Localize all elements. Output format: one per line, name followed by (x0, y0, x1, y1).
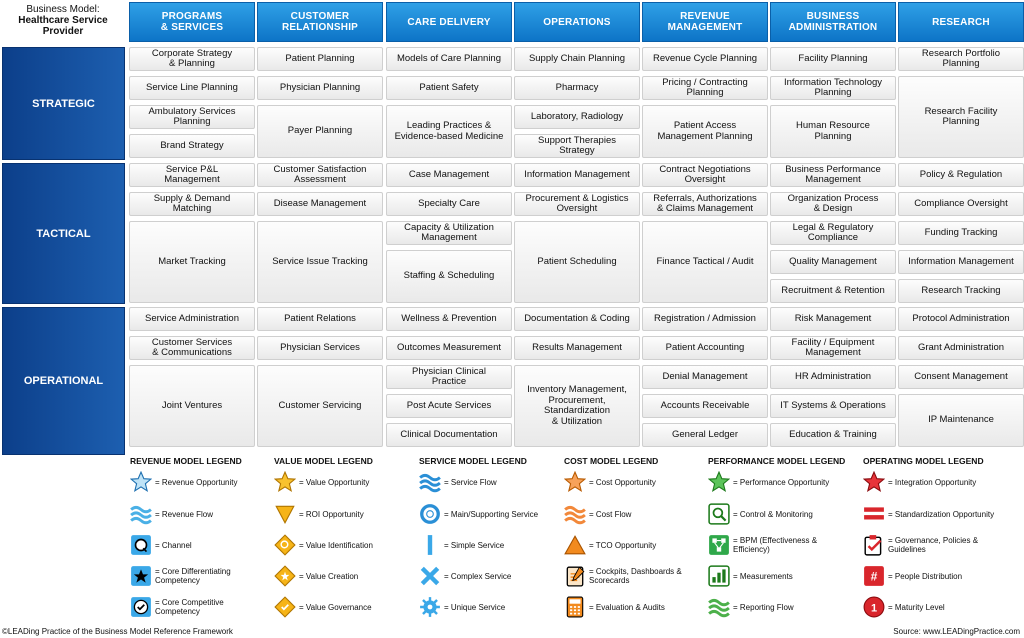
capability-cell: Policy & Regulation (898, 163, 1024, 187)
capability-cell: Patient Accounting (642, 336, 768, 360)
green-star-icon (708, 471, 730, 493)
capability-cell: Funding Tracking (898, 221, 1024, 245)
legend-item (863, 596, 1013, 618)
capability-cell: Market Tracking (129, 221, 255, 303)
legend-item (274, 503, 424, 525)
hash-icon (863, 565, 885, 587)
capability-cell: Patient Scheduling (514, 221, 640, 303)
capability-cell: Pharmacy (514, 76, 640, 100)
capability-cell: Service P&L Management (129, 163, 255, 187)
capability-cell: General Ledger (642, 423, 768, 447)
capability-cell: Facility Planning (770, 47, 896, 71)
column-header: CARE DELIVERY (386, 2, 512, 42)
legend-label: = Measurements (733, 571, 793, 581)
legend-label: = Complex Service (444, 571, 512, 581)
legend-item (708, 565, 858, 587)
legend-item (419, 596, 569, 618)
gear-icon (419, 596, 441, 618)
legend-item (863, 503, 1013, 525)
diamond-check-icon (274, 596, 296, 618)
legend-title: COST MODEL LEGEND (564, 456, 659, 466)
capability-cell: HR Administration (770, 365, 896, 389)
capability-cell: Case Management (386, 163, 512, 187)
legend-item (564, 503, 714, 525)
legend-label: = Unique Service (444, 602, 506, 612)
green-wave-icon (708, 596, 730, 618)
capability-cell: Disease Management (257, 192, 383, 216)
calculator-icon (564, 596, 586, 618)
legend-item (130, 596, 280, 618)
maturity-icon (863, 596, 885, 618)
copyright-footer: ©LEADing Practice of the Business Model Reference Framework (2, 627, 233, 636)
capability-cell: Physician Planning (257, 76, 383, 100)
capability-cell: Corporate Strategy & Planning (129, 47, 255, 71)
legend-label: = Governance, Policies & Guidelines (888, 536, 979, 554)
legend-item (564, 596, 714, 618)
triangle-up-icon (564, 534, 586, 556)
channel-icon (130, 534, 152, 556)
legend-title: REVENUE MODEL LEGEND (130, 456, 242, 466)
capability-cell: Grant Administration (898, 336, 1024, 360)
capability-cell: Patient Planning (257, 47, 383, 71)
capability-cell: Inventory Management, Procurement, Standardization & Utilization (514, 365, 640, 447)
legend-label: = Simple Service (444, 540, 505, 550)
capability-cell: Brand Strategy (129, 134, 255, 158)
cross-icon (419, 565, 441, 587)
capability-cell: Information Management (514, 163, 640, 187)
legend-label: = Evaluation & Audits (589, 602, 665, 612)
capability-cell: IT Systems & Operations (770, 394, 896, 418)
legend-item (863, 471, 1013, 493)
capability-cell: Payer Planning (257, 105, 383, 158)
bpm-icon (708, 534, 730, 556)
legend-label: = Value Opportunity (299, 477, 370, 487)
page-title (0, 4, 126, 37)
capability-cell: Education & Training (770, 423, 896, 447)
legend-label: = Performance Opportunity (733, 477, 830, 487)
orange-star-icon (274, 471, 296, 493)
capability-cell: Physician Clinical Practice (386, 365, 512, 389)
legend-label: = Maturity Level (888, 602, 945, 612)
legend-label: = Value Creation (299, 571, 359, 581)
diamond-star-icon (274, 565, 296, 587)
governance-icon (863, 534, 885, 556)
capability-cell: Organization Process & Design (770, 192, 896, 216)
magnifier-icon (708, 503, 730, 525)
capability-cell: Revenue Cycle Planning (642, 47, 768, 71)
capability-cell: Support Therapies Strategy (514, 134, 640, 158)
capability-cell: Consent Management (898, 365, 1024, 389)
legend-item (274, 534, 424, 556)
capability-cell: Ambulatory Services Planning (129, 105, 255, 129)
capability-cell: Staffing & Scheduling (386, 250, 512, 303)
legend-item (419, 534, 569, 556)
column-header: BUSINESS ADMINISTRATION (770, 2, 896, 42)
title-line1: Business Model: (26, 4, 100, 15)
legend-title: SERVICE MODEL LEGEND (419, 456, 527, 466)
capability-cell: Clinical Documentation (386, 423, 512, 447)
legend-label: = ROI Opportunity (299, 509, 364, 519)
service-flow-icon (419, 471, 441, 493)
capability-cell: Information Technology Planning (770, 76, 896, 100)
red-star-icon (863, 471, 885, 493)
legend-label: = Control & Monitoring (733, 509, 813, 519)
row-header: OPERATIONAL (2, 307, 125, 455)
diamond-search-icon (274, 534, 296, 556)
legend-item (130, 503, 280, 525)
legend-label: = Core Differentiating Competency (155, 567, 231, 585)
legend-label: = Revenue Flow (155, 509, 214, 519)
legend-label: = Cost Flow (589, 509, 632, 519)
capability-cell: Service Issue Tracking (257, 221, 383, 303)
capability-cell: Post Acute Services (386, 394, 512, 418)
legend-label: = Main/Supporting Service (444, 509, 539, 519)
legend-item (274, 565, 424, 587)
capability-cell: Quality Management (770, 250, 896, 274)
legend-label: = TCO Opportunity (589, 540, 657, 550)
capability-cell: Recruitment & Retention (770, 279, 896, 303)
capability-cell: Laboratory, Radiology (514, 105, 640, 129)
ring-icon (419, 503, 441, 525)
capability-cell: Finance Tactical / Audit (642, 221, 768, 303)
legend-label: = Integration Opportunity (888, 477, 977, 487)
red-bars-icon (863, 503, 885, 525)
capability-cell: Research Portfolio Planning (898, 47, 1024, 71)
svg-text:1: 1 (870, 602, 878, 615)
legend-item (863, 534, 1013, 556)
legend-item (130, 471, 280, 493)
capability-cell: Outcomes Measurement (386, 336, 512, 360)
column-header: RESEARCH (898, 2, 1024, 42)
legend-title: OPERATING MODEL LEGEND (863, 456, 984, 466)
legend-item (863, 565, 1013, 587)
capability-cell: Registration / Admission (642, 307, 768, 331)
legend-item (564, 534, 714, 556)
legend-item (130, 565, 280, 587)
cost-star-icon (564, 471, 586, 493)
legend-item (274, 596, 424, 618)
blue-star-icon (130, 471, 152, 493)
capability-cell: Joint Ventures (129, 365, 255, 447)
legend-title: PERFORMANCE MODEL LEGEND (708, 456, 846, 466)
capability-cell: Procurement & Logistics Oversight (514, 192, 640, 216)
title-line2: Healthcare Service Provider (18, 15, 108, 37)
capability-cell: Contract Negotiations Oversight (642, 163, 768, 187)
legend-label: = Value Governance (299, 602, 372, 612)
capability-cell: Customer Services & Communications (129, 336, 255, 360)
source-footer: Source: www.LEADingPractice.com (893, 627, 1020, 636)
capability-cell: Denial Management (642, 365, 768, 389)
capability-cell: Physician Services (257, 336, 383, 360)
blue-wave-icon (130, 503, 152, 525)
capability-cell: Documentation & Coding (514, 307, 640, 331)
legend-item (708, 471, 858, 493)
capability-cell: Supply Chain Planning (514, 47, 640, 71)
legend-label: = Standardization Opportunity (888, 509, 995, 519)
legend-item (130, 534, 280, 556)
capability-cell: Results Management (514, 336, 640, 360)
column-header: OPERATIONS (514, 2, 640, 42)
legend-item (419, 471, 569, 493)
column-header: CUSTOMER RELATIONSHIP (257, 2, 383, 42)
row-header: STRATEGIC (2, 47, 125, 160)
capability-cell: Patient Relations (257, 307, 383, 331)
legend-item (564, 471, 714, 493)
capability-cell: Compliance Oversight (898, 192, 1024, 216)
capability-cell: Legal & Regulatory Compliance (770, 221, 896, 245)
capability-cell: Models of Care Planning (386, 47, 512, 71)
legend-label: = Cockpits, Dashboards & Scorecards (589, 567, 682, 585)
capability-cell: Information Management (898, 250, 1024, 274)
legend-label: = Cost Opportunity (589, 477, 656, 487)
capability-cell: Protocol Administration (898, 307, 1024, 331)
svg-text:#: # (870, 569, 878, 584)
capability-cell: Business Performance Management (770, 163, 896, 187)
capability-cell: Research Facility Planning (898, 76, 1024, 158)
legend-label: = Service Flow (444, 477, 497, 487)
row-header: TACTICAL (2, 163, 125, 304)
core-differentiating-icon (130, 565, 152, 587)
capability-cell: Capacity & Utilization Management (386, 221, 512, 245)
legend-item (419, 503, 569, 525)
bar-icon (419, 534, 441, 556)
capability-cell: Referrals, Authorizations & Claims Management (642, 192, 768, 216)
legend-label: = People Distribution (888, 571, 963, 581)
legend-item (708, 534, 858, 556)
capability-cell: Customer Satisfaction Assessment (257, 163, 383, 187)
legend-item (708, 503, 858, 525)
legend-label: = Revenue Opportunity (155, 477, 238, 487)
legend-title: VALUE MODEL LEGEND (274, 456, 373, 466)
column-header: REVENUE MANAGEMENT (642, 2, 768, 42)
capability-cell: Accounts Receivable (642, 394, 768, 418)
capability-cell: Specialty Care (386, 192, 512, 216)
legend-label: = Core Competitive Competency (155, 598, 224, 616)
legend-label: = Channel (155, 540, 192, 550)
capability-cell: Customer Servicing (257, 365, 383, 447)
legend-item (419, 565, 569, 587)
capability-cell: Patient Access Management Planning (642, 105, 768, 158)
capability-cell: Pricing / Contracting Planning (642, 76, 768, 100)
capability-cell: Wellness & Prevention (386, 307, 512, 331)
legend-item (274, 471, 424, 493)
clipboard-icon (564, 565, 586, 587)
capability-cell: Facility / Equipment Management (770, 336, 896, 360)
capability-cell: Service Administration (129, 307, 255, 331)
cost-flow-icon (564, 503, 586, 525)
column-header: PROGRAMS & SERVICES (129, 2, 255, 42)
capability-cell: Service Line Planning (129, 76, 255, 100)
legend-item (708, 596, 858, 618)
triangle-down-icon (274, 503, 296, 525)
capability-cell: IP Maintenance (898, 394, 1024, 447)
capability-cell: Research Tracking (898, 279, 1024, 303)
capability-cell: Human Resource Planning (770, 105, 896, 158)
core-competitive-icon (130, 596, 152, 618)
legend-label: = Value Identification (299, 540, 373, 550)
legend-item (564, 565, 714, 587)
capability-cell: Risk Management (770, 307, 896, 331)
capability-cell: Leading Practices & Evidence-based Medicine (386, 105, 512, 158)
legend-label: = Reporting Flow (733, 602, 794, 612)
capability-cell: Patient Safety (386, 76, 512, 100)
capability-cell: Supply & Demand Matching (129, 192, 255, 216)
measure-icon (708, 565, 730, 587)
legend-label: = BPM (Effectiveness & Efficiency) (733, 536, 818, 554)
